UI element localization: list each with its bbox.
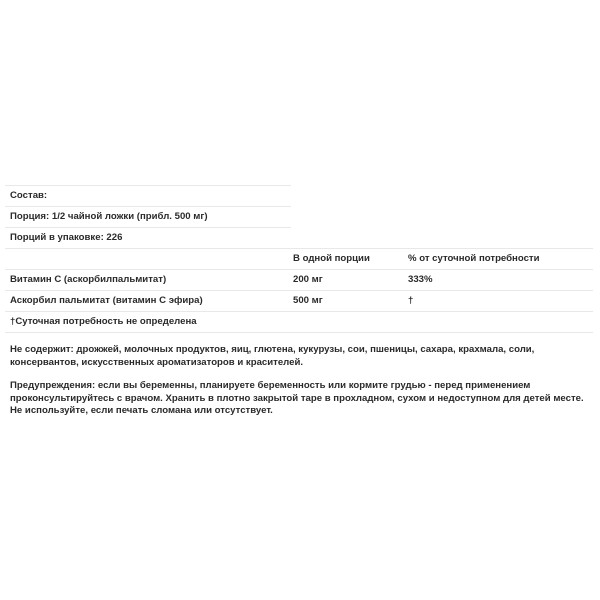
info-row-servings-per-container: [5, 227, 291, 248]
info-row-serving-size: [5, 206, 291, 227]
composition-label: Состав:: [10, 190, 48, 201]
table-footnote-row: [5, 311, 593, 332]
nutrient-name: Витамин C (аскорбилпальмитат): [10, 274, 167, 285]
header-per-serving: В одной порции: [293, 253, 370, 264]
table-header-row: [5, 248, 593, 269]
nutrient-daily-value: 333%: [408, 274, 433, 285]
nutrient-daily-value: †: [408, 295, 414, 306]
warnings-text: Предупреждения: если вы беременны, планируете беременность или кормите грудью - перед применением проконсультируйтесь с врачом. Хранить в плотно закрытой таре в прохладном, сухом и недоступном для детей месте. Не используйте, если печать сломана или отсутствует.: [10, 380, 584, 416]
nutrient-amount: 200 мг: [293, 274, 323, 285]
table-row: [5, 290, 593, 311]
nutrient-amount: 500 мг: [293, 295, 323, 306]
servings-per-container-label: Порций в упаковке: 226: [10, 232, 123, 243]
daily-value-footnote: †Суточная потребность не определена: [10, 316, 197, 327]
table-row: [5, 269, 593, 290]
info-row-composition: [5, 185, 291, 206]
table-bottom-divider: [5, 332, 593, 333]
does-not-contain-text: Не содержит: дрожжей, молочных продуктов, яиц, глютена, кукурузы, сои, пшеницы, сахара, крахмала, соли, консервантов, искусственных ароматизаторов и красителей.: [10, 344, 535, 368]
serving-size-label: Порция: 1/2 чайной ложки (прибл. 500 мг): [10, 211, 208, 222]
nutrient-name: Аскорбил пальмитат (витамин C эфира): [10, 295, 203, 306]
header-daily-value: % от суточной потребности: [408, 253, 540, 264]
